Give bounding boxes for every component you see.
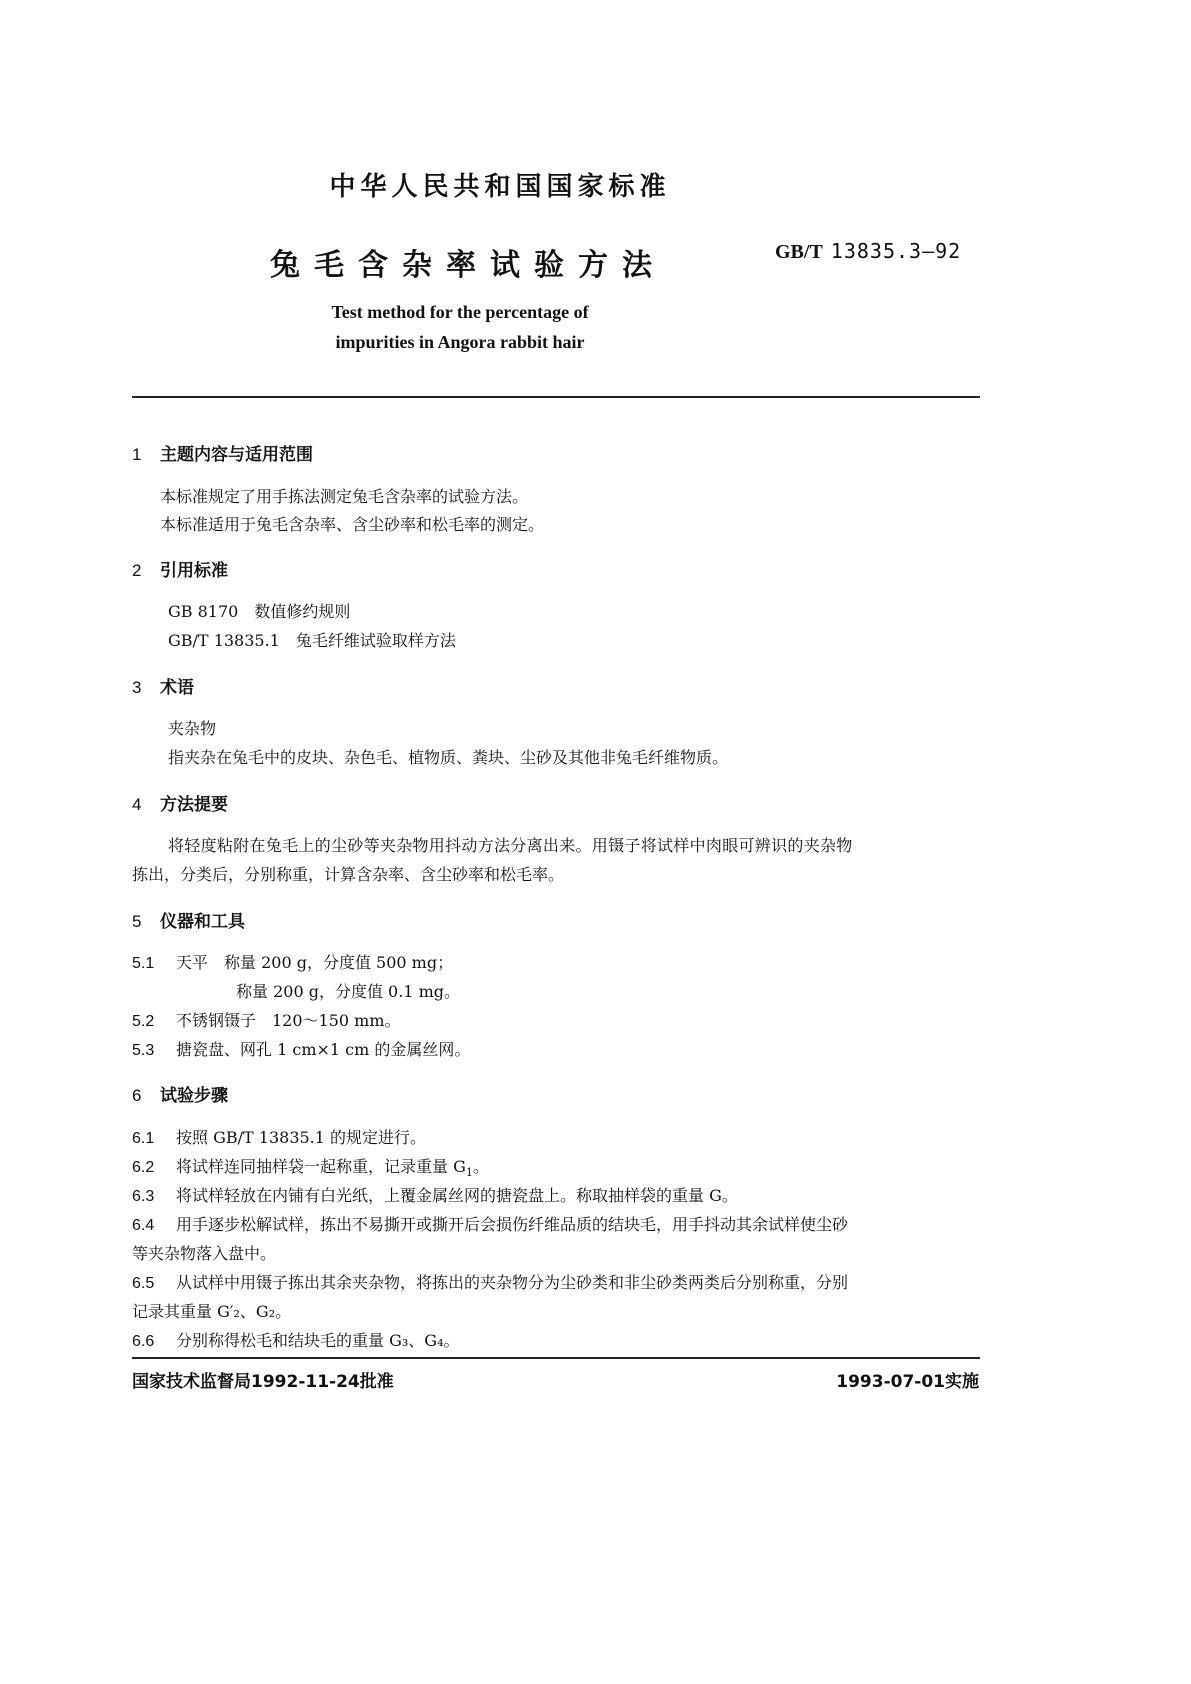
item-number: 5.1	[132, 955, 155, 972]
item-6-6	[132, 1328, 459, 1351]
item-text: 从试样中用镊子拣出其余夹杂物，将拣出的夹杂物分为尘砂类和非尘砂类两类后分别称重，分别	[176, 1273, 849, 1292]
item-text: 搪瓷盘、网孔 1 cm×1 cm 的金属丝网。	[176, 1040, 471, 1059]
document-title: 兔毛含杂率试验方法	[270, 248, 666, 283]
reference-gbt13835-1: GB/T 13835.1 兔毛纤维试验取样方法	[168, 631, 456, 650]
effective-date: 1993-07-01实施	[836, 1372, 979, 1392]
standard-code	[775, 239, 961, 264]
section-number: 2	[132, 561, 142, 580]
item-number: 6.4	[132, 1217, 155, 1234]
item-text: 将试样轻放在内铺有白光纸，上覆金属丝网的搪瓷盘上。称取抽样袋的重量 G。	[176, 1186, 738, 1205]
section-number: 1	[132, 445, 142, 464]
section-title: 主题内容与适用范围	[160, 445, 313, 465]
item-text: 用手逐步松解试样，拣出不易撕开或撕开后会损伤纤维品质的结块毛，用手抖动其余试样使尘砂	[176, 1215, 849, 1234]
section-number: 3	[132, 678, 142, 697]
item-text-end: 。	[472, 1157, 489, 1176]
section-4-heading	[132, 790, 228, 815]
section-title: 术语	[160, 678, 194, 698]
section-4-paragraph-line1: 将轻度粘附在兔毛上的尘砂等夹杂物用抖动方法分离出来。用镊子将试样中肉眼可辨识的夹杂物	[168, 836, 853, 855]
item-6-4-continuation: 等夹杂物落入盘中。	[132, 1244, 277, 1263]
item-5-2	[132, 1008, 401, 1031]
item-6-1	[132, 1125, 426, 1148]
item-number: 5.2	[132, 1013, 155, 1030]
item-number: 6.2	[132, 1159, 155, 1176]
item-6-5	[132, 1270, 848, 1293]
section-number: 5	[132, 912, 142, 931]
national-standard-heading: 中华人民共和国国家标准	[329, 172, 671, 202]
item-text: 按照 GB/T 13835.1 的规定进行。	[176, 1128, 427, 1147]
item-number: 6.6	[132, 1333, 155, 1350]
standard-code-prefix: GB/T	[775, 241, 823, 263]
section-6-heading	[132, 1081, 228, 1106]
section-1-paragraph-2: 本标准适用于兔毛含杂率、含尘砂率和松毛率的测定。	[160, 515, 545, 534]
item-6-5-continuation: 记录其重量 G′₂、G₂。	[132, 1302, 292, 1321]
section-3-heading	[132, 673, 194, 698]
section-1-paragraph-1: 本标准规定了用手拣法测定兔毛含杂率的试验方法。	[160, 487, 529, 506]
section-number: 4	[132, 795, 142, 814]
item-subscript: 1	[465, 1166, 473, 1180]
item-text: 分别称得松毛和结块毛的重量 G₃、G₄。	[176, 1331, 460, 1350]
item-number: 6.5	[132, 1275, 155, 1292]
section-title: 试验步骤	[160, 1086, 228, 1106]
section-2-heading	[132, 556, 228, 581]
section-4-paragraph-line2: 拣出，分类后，分别称重，计算含杂率、含尘砂率和松毛率。	[132, 865, 565, 884]
section-number: 6	[132, 1086, 142, 1105]
reference-gb8170: GB 8170 数值修约规则	[168, 602, 351, 621]
item-text: 将试样连同抽样袋一起称重，记录重量 G	[176, 1157, 466, 1176]
item-text: 天平 称量 200 g，分度值 500 mg；	[176, 953, 454, 972]
term-definition: 指夹杂在兔毛中的皮块、杂色毛、植物质、粪块、尘砂及其他非兔毛纤维物质。	[168, 748, 729, 767]
section-5-heading	[132, 907, 245, 932]
item-5-3	[132, 1037, 470, 1060]
item-6-2	[132, 1154, 489, 1179]
term-name: 夹杂物	[168, 719, 217, 738]
item-6-3	[132, 1183, 738, 1206]
item-text: 不锈钢镊子 120～150 mm。	[176, 1011, 401, 1030]
english-title-line1: Test method for the percentage of	[331, 302, 589, 322]
item-number: 5.3	[132, 1042, 155, 1059]
section-title: 方法提要	[160, 795, 228, 815]
item-6-4	[132, 1212, 848, 1235]
item-number: 6.3	[132, 1188, 155, 1205]
footer-divider	[132, 1357, 980, 1359]
item-number: 6.1	[132, 1130, 155, 1147]
header-divider	[132, 396, 980, 398]
section-title: 引用标准	[160, 561, 228, 581]
english-title-line2: impurities in Angora rabbit hair	[335, 332, 585, 352]
section-1-heading	[132, 440, 313, 465]
item-5-1-continuation: 称量 200 g，分度值 0.1 mg。	[236, 982, 460, 1001]
approval-note: 国家技术监督局1992-11-24批准	[132, 1372, 394, 1392]
standard-code-number: 13835.3—92	[830, 239, 962, 263]
section-title: 仪器和工具	[160, 912, 245, 932]
item-5-1	[132, 950, 453, 973]
